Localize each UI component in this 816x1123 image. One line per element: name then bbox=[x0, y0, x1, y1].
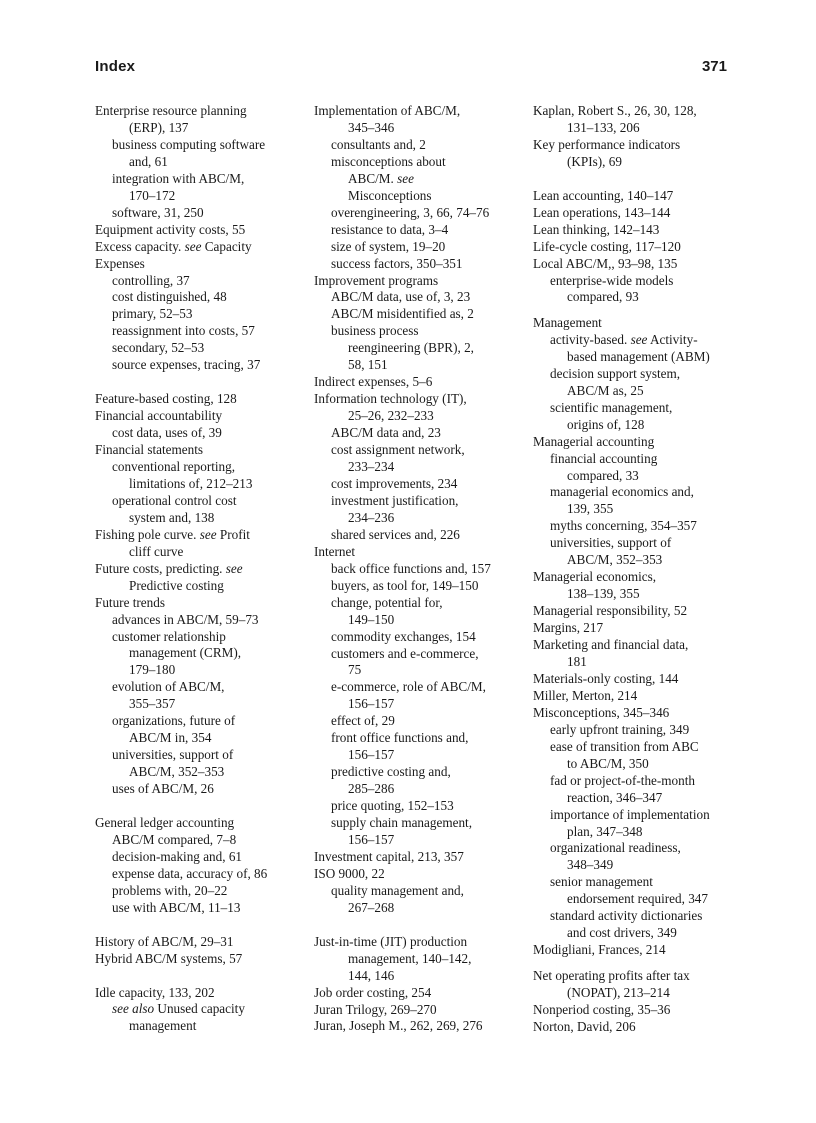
index-subentry: and, 61 bbox=[129, 153, 168, 169]
index-entry: Nonperiod costing, 35–36 bbox=[533, 1001, 671, 1017]
index-subentry: use with ABC/M, 11–13 bbox=[112, 899, 241, 915]
index-subentry: integration with ABC/M, bbox=[112, 170, 245, 186]
index-subentry: back office functions and, 157 bbox=[331, 560, 491, 576]
index-entry: Margins, 217 bbox=[533, 620, 604, 636]
index-subentry: standard activity dictionaries bbox=[550, 908, 703, 924]
index-entry: Internet bbox=[314, 543, 356, 559]
index-entry: Juran Trilogy, 269–270 bbox=[314, 1001, 437, 1017]
index-subentry: senior management bbox=[550, 874, 653, 890]
index-entry: Hybrid ABC/M systems, 57 bbox=[95, 950, 243, 966]
index-entry: Lean accounting, 140–147 bbox=[533, 187, 674, 203]
index-subentry: customer relationship bbox=[112, 628, 226, 644]
index-subentry: primary, 52–53 bbox=[112, 306, 193, 322]
index-subentry: supply chain management, bbox=[331, 815, 472, 831]
index-entry: Investment capital, 213, 357 bbox=[314, 848, 464, 864]
index-subentry: management bbox=[129, 1018, 197, 1034]
index-subentry: 267–268 bbox=[348, 899, 395, 915]
index-entry: General ledger accounting bbox=[95, 815, 235, 830]
index-subentry: 355–357 bbox=[129, 696, 176, 712]
index-subentry: reaction, 346–347 bbox=[567, 789, 663, 805]
index-subentry: management (CRM), bbox=[129, 645, 242, 661]
index-subentry: (ERP), 137 bbox=[129, 119, 189, 135]
index-subentry: managerial economics and, bbox=[550, 484, 694, 500]
index-subentry: controlling, 37 bbox=[112, 272, 190, 288]
index-entry: Implementation of ABC/M, bbox=[314, 103, 461, 118]
index-entry: Modigliani, Frances, 214 bbox=[533, 942, 666, 958]
index-subentry: 75 bbox=[348, 662, 362, 678]
index-subentry: (KPIs), 69 bbox=[567, 153, 622, 169]
index-subentry: 285–286 bbox=[348, 781, 395, 797]
index-entry: Lean thinking, 142–143 bbox=[533, 221, 660, 237]
index-subentry: ABC/M as, 25 bbox=[567, 382, 644, 398]
index-entry: Future costs, predicting. see bbox=[95, 560, 243, 576]
index-subentry: plan, 347–348 bbox=[567, 823, 643, 839]
index-subentry: 25–26, 232–233 bbox=[348, 408, 434, 424]
index-subentry: size of system, 19–20 bbox=[331, 238, 446, 254]
index-entry: Kaplan, Robert S., 26, 30, 128, bbox=[533, 103, 697, 118]
index-subentry: 144, 146 bbox=[348, 967, 395, 983]
index-subentry: activity-based. see Activity- bbox=[550, 331, 698, 347]
index-subentry: organizations, future of bbox=[112, 713, 236, 729]
index-subentry: decision-making and, 61 bbox=[112, 848, 243, 864]
header-title: Index bbox=[95, 58, 136, 75]
index-subentry: cost assignment network, bbox=[331, 442, 465, 458]
index-entry: Marketing and financial data, bbox=[533, 637, 689, 653]
index-subentry: quality management and, bbox=[331, 882, 464, 898]
index-subentry: decision support system, bbox=[550, 365, 681, 381]
index-subentry: see also Unused capacity bbox=[112, 1001, 245, 1017]
index-subentry: management, 140–142, bbox=[348, 950, 472, 966]
index-entry: Expenses bbox=[95, 255, 145, 271]
index-entry: Future trends bbox=[95, 594, 165, 610]
index-subentry: (NOPAT), 213–214 bbox=[567, 984, 670, 1000]
index-entry: Life-cycle costing, 117–120 bbox=[533, 238, 681, 254]
index-subentry: advances in ABC/M, 59–73 bbox=[112, 611, 259, 627]
index-subentry: 233–234 bbox=[348, 459, 395, 475]
index-subentry: source expenses, tracing, 37 bbox=[112, 357, 261, 373]
index-subentry: origins of, 128 bbox=[567, 416, 645, 432]
index-subentry: reassignment into costs, 57 bbox=[112, 323, 255, 339]
index-entry: Norton, David, 206 bbox=[533, 1018, 636, 1034]
index-subentry: compared, 33 bbox=[567, 467, 639, 483]
index-entry: Juran, Joseph M., 262, 269, 276 bbox=[314, 1018, 483, 1034]
index-subentry: 138–139, 355 bbox=[567, 586, 640, 602]
index-subentry: investment justification, bbox=[331, 492, 459, 508]
index-subentry: e-commerce, role of ABC/M, bbox=[331, 679, 486, 695]
index-subentry: 156–157 bbox=[348, 747, 395, 763]
index-subentry: 139, 355 bbox=[567, 501, 614, 517]
index-subentry: reengineering (BPR), 2, bbox=[348, 340, 474, 356]
index-subentry: 345–346 bbox=[348, 119, 395, 135]
index-entry: Managerial accounting bbox=[533, 433, 655, 449]
index-entry: History of ABC/M, 29–31 bbox=[95, 933, 234, 949]
index-subentry: consultants and, 2 bbox=[331, 136, 426, 152]
index-subentry: effect of, 29 bbox=[331, 713, 395, 729]
index-subentry: 156–157 bbox=[348, 696, 395, 712]
index-subentry: ABC/M misidentified as, 2 bbox=[331, 306, 474, 322]
index-subentry: based management (ABM) bbox=[567, 348, 710, 364]
index-subentry: business process bbox=[331, 323, 419, 339]
index-entry: ISO 9000, 22 bbox=[314, 865, 385, 881]
index-subentry: expense data, accuracy of, 86 bbox=[112, 865, 268, 881]
index-entry: Managerial responsibility, 52 bbox=[533, 603, 688, 619]
index-subentry: ABC/M, 352–353 bbox=[567, 552, 663, 568]
index-entry: Information technology (IT), bbox=[314, 391, 467, 407]
index-entry: Excess capacity. see Capacity bbox=[95, 238, 252, 254]
index-subentry: 348–349 bbox=[567, 857, 614, 873]
index-subentry: cost improvements, 234 bbox=[331, 475, 458, 491]
index-entry: Materials-only costing, 144 bbox=[533, 670, 679, 686]
index-entry: Misconceptions, 345–346 bbox=[533, 704, 670, 720]
page-number: 371 bbox=[701, 58, 727, 75]
index-subentry: ABC/M, 352–353 bbox=[129, 764, 225, 780]
index-subentry: importance of implementation bbox=[550, 806, 710, 822]
index-subentry: success factors, 350–351 bbox=[331, 255, 463, 271]
index-entry: Enterprise resource planning bbox=[95, 103, 247, 118]
index-entry: Key performance indicators bbox=[533, 136, 681, 152]
index-subentry: problems with, 20–22 bbox=[112, 882, 228, 898]
index-entry: Improvement programs bbox=[314, 272, 439, 288]
index-subentry: 179–180 bbox=[129, 662, 176, 678]
index-subentry: front office functions and, bbox=[331, 730, 469, 746]
index-subentry: universities, support of bbox=[112, 747, 234, 763]
index-subentry: limitations of, 212–213 bbox=[129, 475, 253, 491]
index-entry: Idle capacity, 133, 202 bbox=[95, 984, 215, 1000]
index-subentry: enterprise-wide models bbox=[550, 272, 674, 288]
index-subentry: uses of ABC/M, 26 bbox=[112, 781, 214, 797]
index-subentry: early upfront training, 349 bbox=[550, 721, 690, 737]
index-subentry: to ABC/M, 350 bbox=[567, 755, 649, 771]
index-entry: Fishing pole curve. see Profit bbox=[95, 526, 250, 542]
index-subentry: 131–133, 206 bbox=[567, 119, 640, 135]
index-subentry: ABC/M data and, 23 bbox=[331, 425, 441, 441]
index-subentry: ABC/M. see bbox=[348, 170, 414, 186]
index-subentry: ABC/M data, use of, 3, 23 bbox=[331, 289, 471, 305]
index-subentry: financial accounting bbox=[550, 450, 658, 466]
index-subentry: price quoting, 152–153 bbox=[331, 798, 454, 814]
index-subentry: 170–172 bbox=[129, 187, 176, 203]
index-subentry: Misconceptions bbox=[348, 187, 432, 203]
index-column-2 bbox=[314, 103, 519, 1035]
index-subentry: cost distinguished, 48 bbox=[112, 289, 227, 305]
index-subentry: business computing software bbox=[112, 136, 266, 152]
index-subentry: cost data, uses of, 39 bbox=[112, 425, 222, 441]
index-subentry: buyers, as tool for, 149–150 bbox=[331, 577, 479, 593]
index-entry: Net operating profits after tax bbox=[533, 967, 690, 983]
index-subentry: 234–236 bbox=[348, 509, 395, 525]
index-subentry: ABC/M in, 354 bbox=[129, 730, 212, 746]
index-subentry: system and, 138 bbox=[129, 509, 215, 525]
index-entry: Equipment activity costs, 55 bbox=[95, 221, 246, 237]
index-entry: Financial statements bbox=[95, 442, 204, 458]
index-subentry: 58, 151 bbox=[348, 357, 388, 373]
index-subentry: evolution of ABC/M, bbox=[112, 679, 225, 695]
index-column-3 bbox=[533, 103, 738, 1035]
index-subentry: universities, support of bbox=[550, 535, 672, 551]
index-subentry: myths concerning, 354–357 bbox=[550, 518, 697, 534]
index-entry: Miller, Merton, 214 bbox=[533, 687, 638, 703]
index-subentry: predictive costing and, bbox=[331, 764, 451, 780]
index-entry: Job order costing, 254 bbox=[314, 984, 432, 1000]
index-subentry: secondary, 52–53 bbox=[112, 340, 205, 356]
index-subentry: 181 bbox=[567, 653, 587, 669]
index-subentry: resistance to data, 3–4 bbox=[331, 221, 449, 237]
index-entry: Feature-based costing, 128 bbox=[95, 391, 237, 407]
index-subentry: overengineering, 3, 66, 74–76 bbox=[331, 204, 490, 220]
index-entry: Indirect expenses, 5–6 bbox=[314, 374, 433, 390]
index-subentry: endorsement required, 347 bbox=[567, 891, 708, 907]
index-entry: Lean operations, 143–144 bbox=[533, 204, 671, 220]
index-subentry: commodity exchanges, 154 bbox=[331, 628, 476, 644]
index-column-1 bbox=[95, 103, 300, 1035]
index-subentry: misconceptions about bbox=[331, 153, 446, 169]
index-subentry: shared services and, 226 bbox=[331, 526, 460, 542]
index-entry: Local ABC/M,, 93–98, 135 bbox=[533, 255, 678, 271]
index-subentry: compared, 93 bbox=[567, 289, 639, 305]
index-subentry: scientific management, bbox=[550, 399, 673, 415]
index-entry: Just-in-time (JIT) production bbox=[314, 933, 468, 949]
index-subentry: 149–150 bbox=[348, 611, 395, 627]
index-entry: Managerial economics, bbox=[533, 569, 657, 585]
index-subentry: software, 31, 250 bbox=[112, 204, 204, 220]
index-subentry: conventional reporting, bbox=[112, 459, 236, 474]
index-subentry: ABC/M compared, 7–8 bbox=[112, 831, 237, 847]
index-entry: Financial accountability bbox=[95, 408, 223, 424]
index-subentry: cliff curve bbox=[129, 543, 184, 559]
index-subentry: 156–157 bbox=[348, 831, 395, 847]
index-subentry: change, potential for, bbox=[331, 594, 443, 610]
index-subentry: organizational readiness, bbox=[550, 840, 681, 856]
index-subentry: customers and e-commerce, bbox=[331, 645, 479, 661]
index-subentry: ease of transition from ABC bbox=[550, 738, 699, 754]
index-subentry: operational control cost bbox=[112, 492, 237, 508]
index-subentry: and cost drivers, 349 bbox=[567, 925, 677, 941]
index-subentry: Predictive costing bbox=[129, 577, 224, 593]
index-subentry: fad or project-of-the-month bbox=[550, 772, 696, 788]
index-entry: Management bbox=[533, 314, 602, 330]
running-header bbox=[95, 58, 727, 78]
